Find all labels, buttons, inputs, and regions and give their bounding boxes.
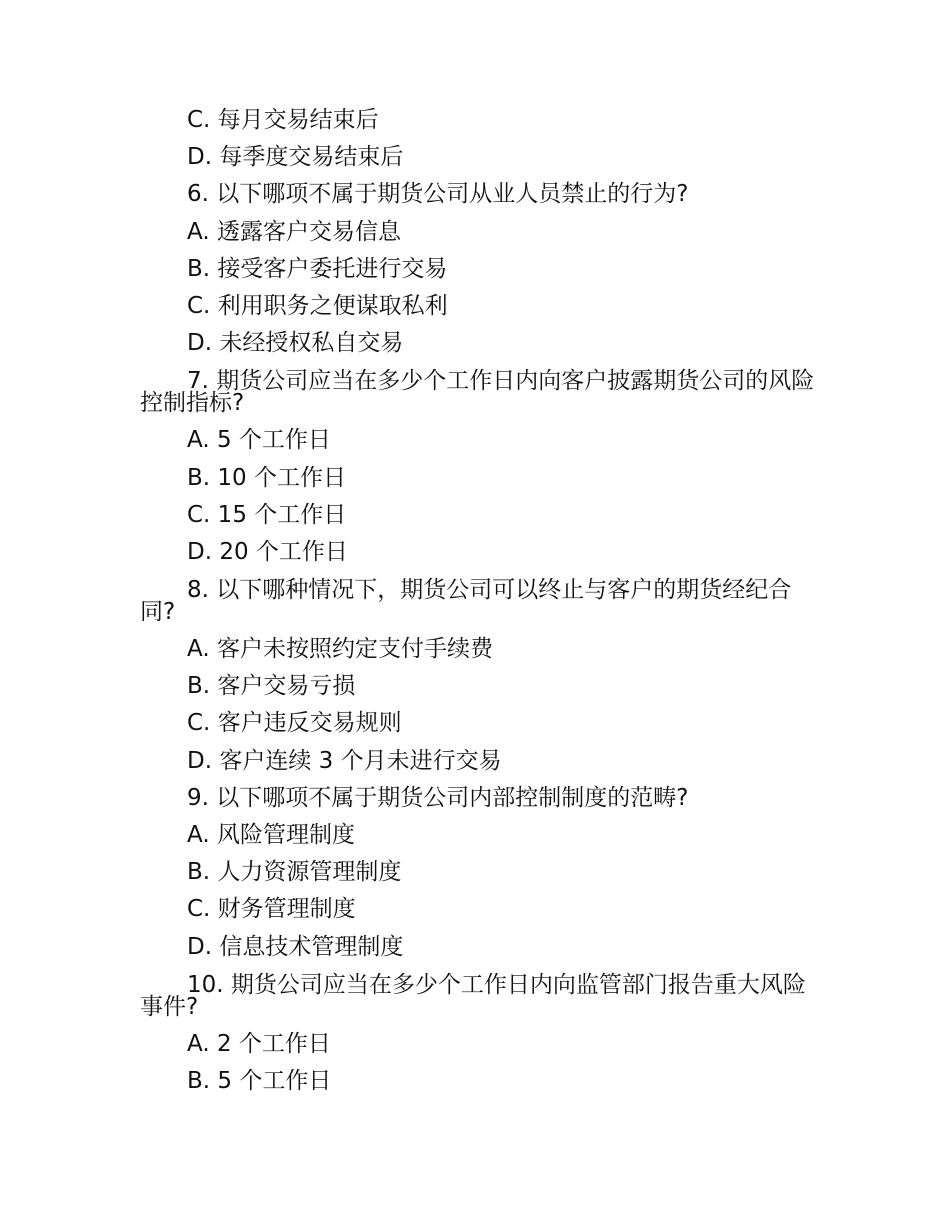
option-q8-b: B. 客户交易亏损 [187,673,356,700]
question-7: 7. 期货公司应当在多少个工作日内向客户披露期货公司的风险控制指标? [140,368,815,417]
option-q9-b: B. 人力资源管理制度 [187,859,402,886]
option-q10-b: B. 5 个工作日 [187,1067,332,1094]
option-q9-c: C. 财务管理制度 [187,896,356,923]
option-q8-a: A. 客户未按照约定支付手续费 [187,636,493,663]
option-q6-d: D. 未经授权私自交易 [187,330,404,357]
option-q8-d: D. 客户连续 3 个月未进行交易 [187,747,502,774]
option-6d: D. 每季度交易结束后 [187,144,404,171]
option-q10-a: A. 2 个工作日 [187,1030,331,1057]
option-6c: C. 每月交易结束后 [187,107,379,133]
option-q7-c: C. 15 个工作日 [187,501,347,528]
option-q8-c: C. 客户违反交易规则 [187,710,402,737]
option-q6-b: B. 接受客户委托进行交易 [187,255,448,282]
option-q7-a: A. 5 个工作日 [187,427,331,454]
question-9: 9. 以下哪项不属于期货公司内部控制制度的范畴? [187,784,689,811]
option-q6-c: C. 利用职务之便谋取私利 [187,292,448,319]
option-q9-a: A. 风险管理制度 [187,822,355,848]
question-6: 6. 以下哪项不属于期货公司从业人员禁止的行为? [187,181,689,208]
question-10: 10. 期货公司应当在多少个工作日内向监管部门报告重大风险事件? [140,971,806,1020]
option-q9-d: D. 信息技术管理制度 [187,933,404,960]
option-q7-d: D. 20 个工作日 [187,538,348,565]
option-q7-b: B. 10 个工作日 [187,464,346,491]
option-q6-a: A. 透露客户交易信息 [187,218,401,245]
question-list [140,102,820,1100]
question-8: 8. 以下哪种情况下，期货公司可以终止与客户的期货经纪合同? [140,577,792,626]
